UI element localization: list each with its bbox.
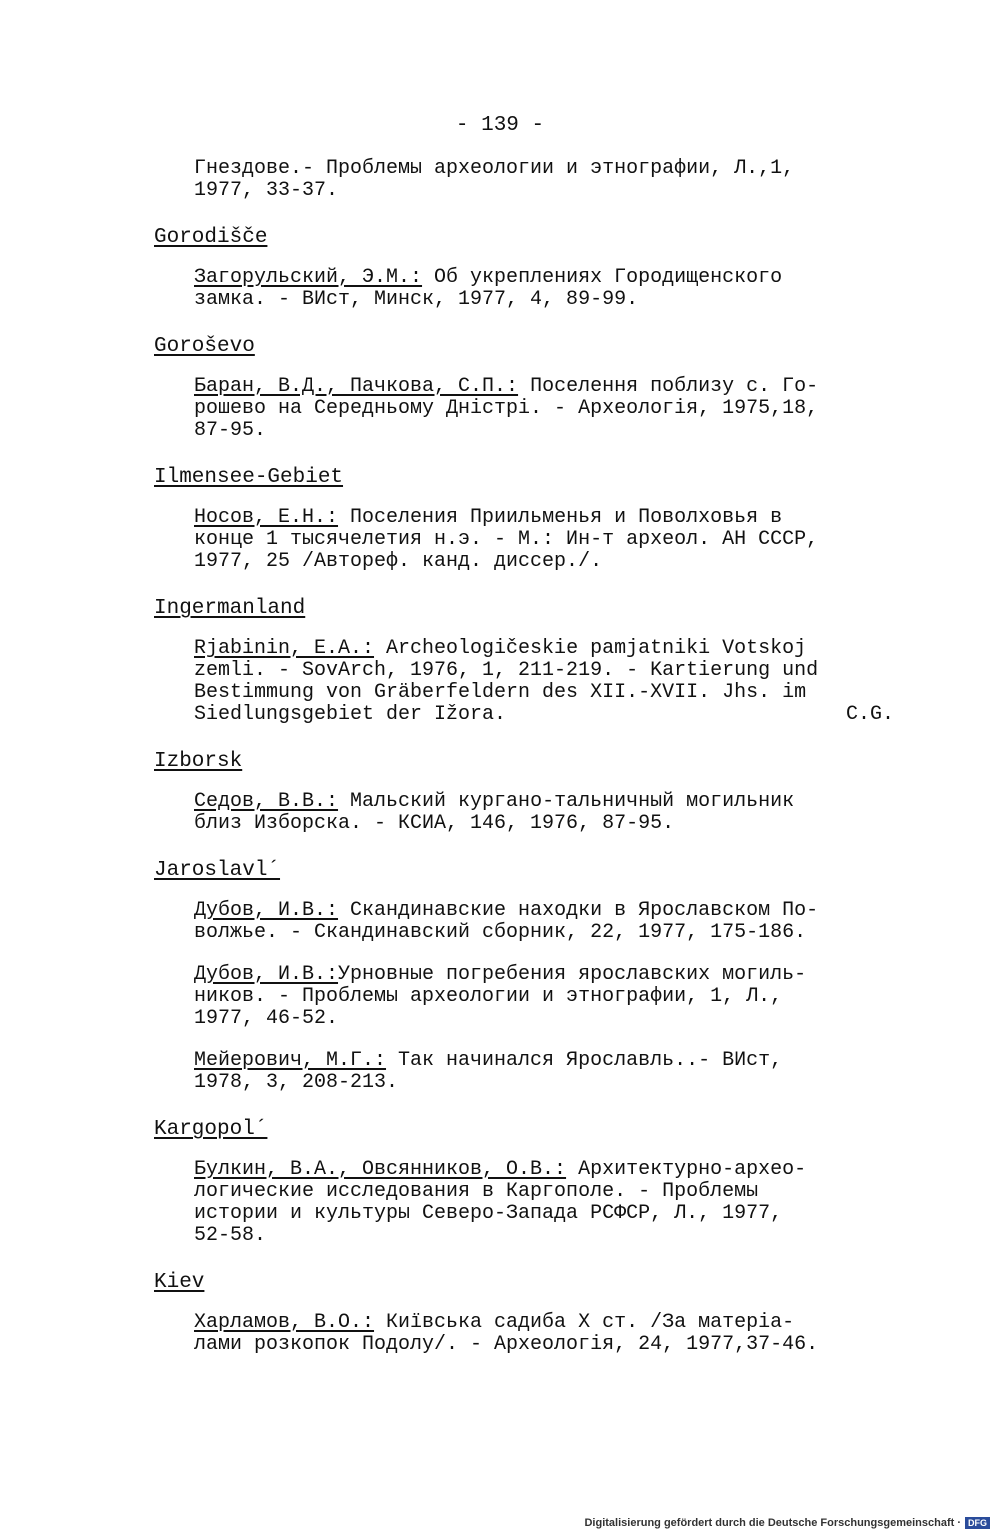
bibliography-entry xyxy=(194,791,894,835)
section-heading: Ilmensee-Gebiet xyxy=(154,466,344,489)
entry-text: 1978, 3, 208-213. xyxy=(194,1071,399,1094)
preamble-entry xyxy=(194,158,894,202)
entry-text: Siedlungsgebiet der Ižora. xyxy=(194,703,507,726)
sections-container xyxy=(154,226,894,1356)
entry-line xyxy=(194,922,894,944)
section-heading: Jaroslavl´ xyxy=(154,859,281,882)
entry-text: логические исследования в Каргополе. - Проблемы xyxy=(194,1180,759,1203)
entry-line xyxy=(194,551,894,573)
entry-text: Мальский кургано-тальничный могильник xyxy=(338,790,795,813)
entry-text: Скандинавские находки в Ярославском По- xyxy=(338,899,819,922)
entry-text: конце 1 тысячелетия н.э. - М.: Ин-т археол. АН СССР, xyxy=(194,528,819,551)
entry-text: истории и культуры Северо-Запада РСФСР, Л., 1977, xyxy=(194,1202,783,1225)
bibliography-entry xyxy=(194,1312,894,1356)
entry-text: Поселення поблизу с. Го- xyxy=(518,375,819,398)
entry-text: Об укреплениях Городищенского xyxy=(422,266,783,289)
entry-line xyxy=(194,1312,894,1334)
entry-text: Bestimmung von Gräberfeldern des XII.-XVII. Jhs. im xyxy=(194,681,807,704)
section-heading: Gorodišče xyxy=(154,226,268,249)
entry-line xyxy=(194,660,894,682)
entry-text: Київська садиба X ст. /За матеріа- xyxy=(374,1311,795,1334)
bibliography-entry xyxy=(194,507,894,573)
entry-text: ников. - Проблемы археологии и этнографии, 1, Л., xyxy=(194,985,783,1008)
section-heading: Izborsk xyxy=(154,750,243,773)
bibliography-entry xyxy=(194,1050,894,1094)
entry-line xyxy=(194,1334,894,1356)
bibliography-content xyxy=(154,158,894,1376)
footer-text: Digitalisierung gefördert durch die Deutsche Forschungsgemeinschaft · xyxy=(584,1517,961,1529)
entry-line xyxy=(194,267,894,289)
entry-line xyxy=(194,529,894,551)
entry-text: 1977, 25 /Автореф. канд. диссер./. xyxy=(194,550,603,573)
entry-line xyxy=(194,289,894,311)
bibliography-entry xyxy=(194,1159,894,1247)
entry-text: близ Изборска. - КСИА, 146, 1976, 87-95. xyxy=(194,812,675,835)
section-heading: Ingermanland xyxy=(154,597,306,620)
entry-author: Дубов, И.В.: xyxy=(194,963,339,986)
entry-line xyxy=(194,704,894,726)
section-heading: Kiev xyxy=(154,1271,205,1294)
entry-text: Так начинался Ярославль..- ВИст, xyxy=(386,1049,783,1072)
entry-text: 52-58. xyxy=(194,1224,267,1247)
entry-text: рошево на Середньому Дністрі. - Археологія, 1975,18, xyxy=(194,397,819,420)
entry-text: Archeologičeskie pamjatniki Votskoj xyxy=(374,637,807,660)
entry-author: Носов, Е.Н.: xyxy=(194,506,339,529)
entry-line xyxy=(194,1008,894,1030)
dfg-logo-icon: DFG xyxy=(965,1517,990,1529)
entry-line xyxy=(194,376,894,398)
bibliography-entry xyxy=(194,964,894,1030)
entry-text: zemli. - SovArch, 1976, 1, 211-219. - Kartierung und xyxy=(194,659,819,682)
section-heading: Goroševo xyxy=(154,335,255,358)
entry-text: лами розкопок Подолу/. - Археологія, 24, 1977,37-46. xyxy=(194,1333,819,1356)
section-heading: Kargopol´ xyxy=(154,1118,268,1141)
entry-line xyxy=(194,682,894,704)
entry-line: 1977, 33-37. xyxy=(194,179,339,202)
entry-text: волжье. - Скандинавский сборник, 22, 1977, 175-186. xyxy=(194,921,807,944)
entry-author: Баран, В.Д., Пачкова, С.П.: xyxy=(194,375,519,398)
entry-line xyxy=(194,398,894,420)
bibliography-entry xyxy=(194,376,894,442)
entry-text: Поселения Приильменья и Поволховья в xyxy=(338,506,783,529)
entry-line xyxy=(194,900,894,922)
entry-author: Булкин, В.А., Овсянников, О.В.: xyxy=(194,1158,567,1181)
entry-line xyxy=(194,813,894,835)
entry-line xyxy=(194,507,894,529)
entry-line xyxy=(194,964,894,986)
entry-line xyxy=(194,791,894,813)
entry-author: Rjabinin, E.A.: xyxy=(194,637,375,660)
entry-text: Архитектурно-архео- xyxy=(566,1158,807,1181)
entry-initials: C.G. xyxy=(845,703,894,726)
bibliography-entry xyxy=(194,638,894,726)
page-number: - 139 - xyxy=(455,114,545,137)
entry-line: Гнездове.- Проблемы археологии и этнографии, Л.,1, xyxy=(194,157,795,180)
entry-author: Мейерович, М.Г.: xyxy=(194,1049,387,1072)
entry-text: 87-95. xyxy=(194,419,267,442)
entry-line xyxy=(194,1225,894,1247)
entry-line xyxy=(194,1203,894,1225)
entry-line xyxy=(194,638,894,660)
entry-text: 1977, 46-52. xyxy=(194,1007,339,1030)
entry-line xyxy=(194,420,894,442)
entry-text: замка. - ВИст, Минск, 1977, 4, 89-99. xyxy=(194,288,639,311)
entry-author: Дубов, И.В.: xyxy=(194,899,339,922)
entry-line xyxy=(194,1159,894,1181)
entry-line xyxy=(194,1181,894,1203)
entry-line xyxy=(194,1050,894,1072)
entry-author: Загорульский, Э.М.: xyxy=(194,266,423,289)
bibliography-entry xyxy=(194,267,894,311)
entry-text: Урновные погребения ярославских могиль- xyxy=(338,963,807,986)
digitization-footer xyxy=(584,1517,990,1529)
bibliography-entry xyxy=(194,900,894,944)
entry-author: Харламов, В.О.: xyxy=(194,1311,375,1334)
entry-line xyxy=(194,1072,894,1094)
entry-author: Седов, В.В.: xyxy=(194,790,339,813)
entry-line xyxy=(194,986,894,1008)
